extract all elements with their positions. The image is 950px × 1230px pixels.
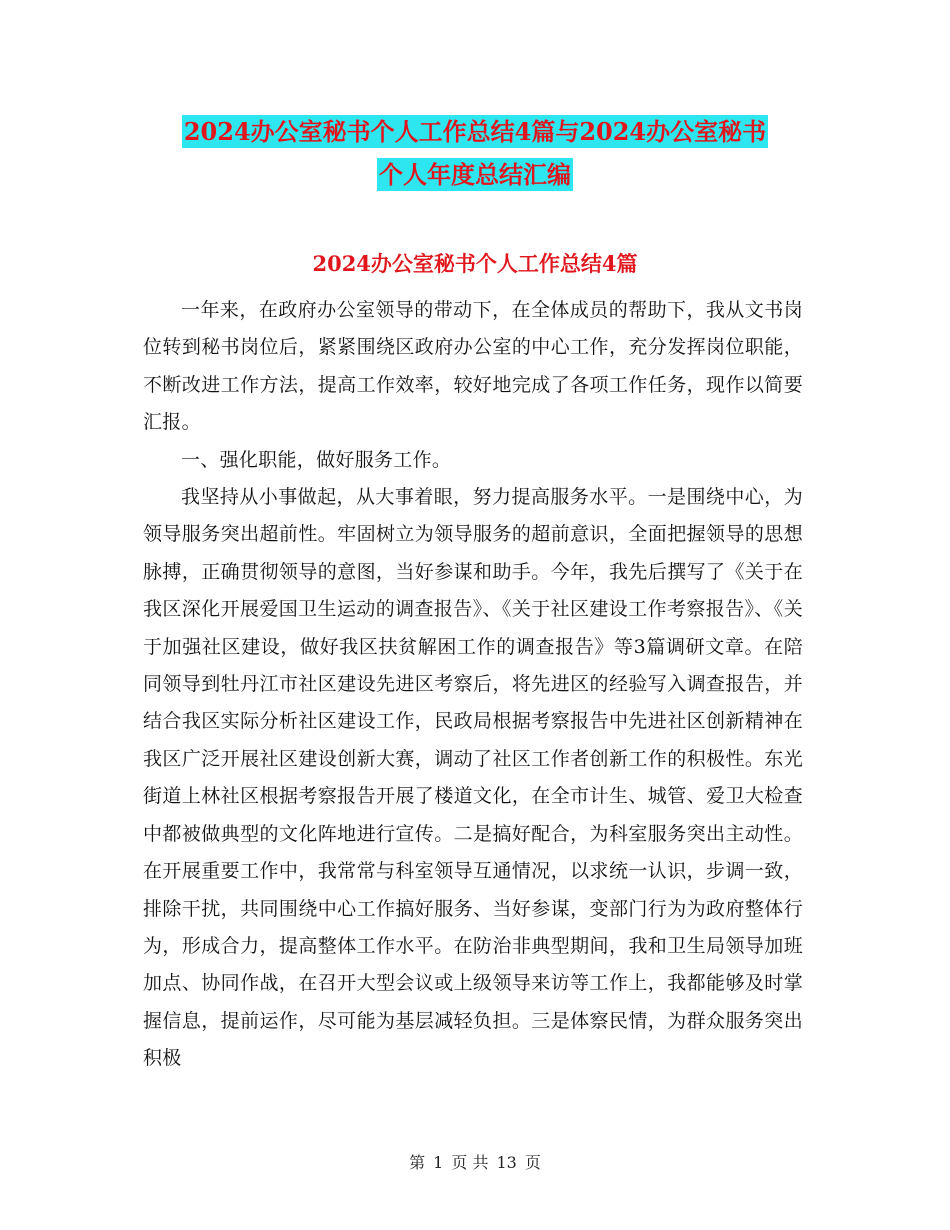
title-highlight-1: 2024办公室秘书个人工作总结4篇与2024办公室秘书 bbox=[183, 117, 767, 146]
footer-page-number: 1 bbox=[433, 1153, 444, 1172]
footer-total-pages: 13 bbox=[496, 1153, 517, 1172]
paragraph-intro: 一年来，在政府办公室领导的带动下，在全体成员的帮助下，我从文书岗位转到秘书岗位后，紧紧围绕区政府办公室的中心工作，充分发挥岗位职能，不断改进工作方法，提高工作效率，较好地完成了各项工作任务，现作以简要汇报。 bbox=[143, 299, 803, 434]
document-title-line-2 bbox=[0, 158, 950, 192]
paragraph-service: 我坚持从小事做起，从大事着眼，努力提高服务水平。一是围绕中心，为领导服务突出超前性。牢固树立为领导服务的超前意识，全面把握领导的思想脉搏，正确贯彻领导的意图，当好参谋和助手。今年，我先后撰写了《关于在我区深化开展爱国卫生运动的调查报告》、《关于社区建设工作考察报告》、《关于加强社区建设，做好我区扶贫解困工作的调查报告》等3篇调研文章。在陪同领导到牡丹江市社区建设先进区考察后，将先进区的经验写入调查报告，并结合我区实际分析社区建设工作，民政局根据考察报告中先进社区创新精神在我区广泛开展社区建设创新大赛，调动了社区工作者创新工作的积极性。东光街道上林社区根据考察报告开展了楼道文化，在全市计生、城管、爱卫大检查中都被做典型的文化阵地进行宣传。二是搞好配合，为科室服务突出主动性。在开展重要工作中，我常常与科室领导互通情况，以求统一认识，步调一致，排除干扰，共同围绕中心工作搞好服务、当好参谋，变部门行为为政府整体行为，形成合力，提高整体工作水平。在防治非典型期间，我和卫生局领导加班加点、协同作战，在召开大型会议或上级领导来访等工作上，我都能够及时掌握信息，提前运作，尽可能为基层减轻负担。三是体察民情，为群众服务突出积极 bbox=[143, 486, 803, 1070]
document-body bbox=[143, 292, 803, 1078]
page-footer bbox=[0, 1152, 950, 1174]
title-highlight-2: 个人年度总结汇编 bbox=[379, 160, 571, 189]
footer-middle: 页 共 bbox=[451, 1153, 489, 1172]
document-title-line-1 bbox=[0, 115, 950, 149]
footer-suffix: 页 bbox=[524, 1153, 541, 1172]
paragraph-heading-1: 一、强化职能，做好服务工作。 bbox=[181, 448, 452, 471]
section-title: 2024办公室秘书个人工作总结4篇 bbox=[312, 251, 638, 276]
footer-prefix: 第 bbox=[409, 1153, 426, 1172]
